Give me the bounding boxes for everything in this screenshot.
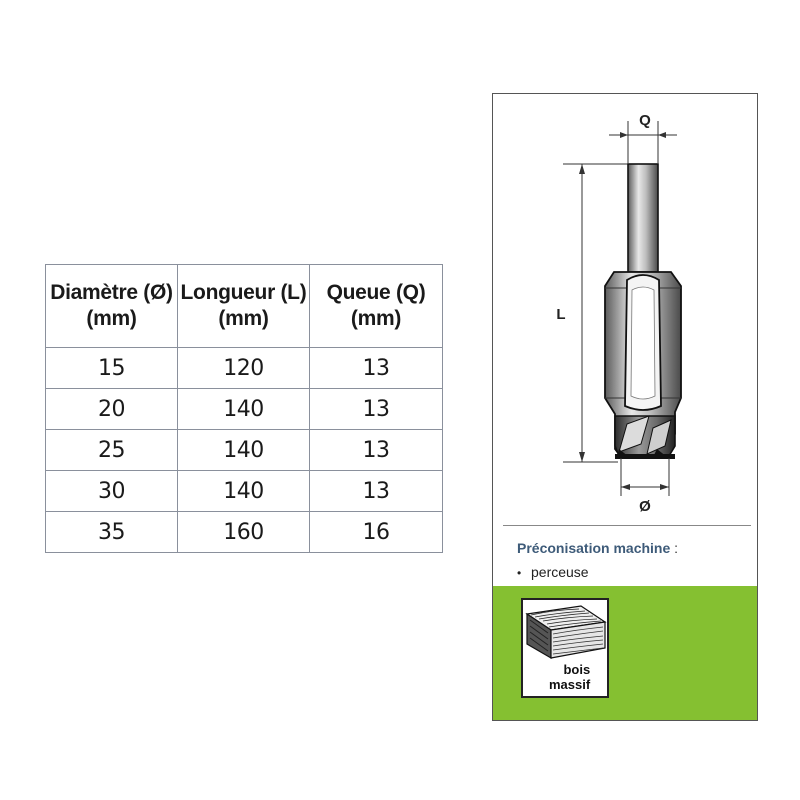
label-l: L	[556, 306, 566, 323]
machine-item-label: perceuse	[531, 564, 589, 580]
plug-cutter-drawing	[493, 94, 757, 526]
cell-diameter: 30	[46, 471, 178, 512]
table-header-row	[46, 265, 443, 348]
label-diameter: Ø	[639, 498, 651, 515]
cell-length: 160	[177, 512, 309, 553]
label-q: Q	[639, 112, 651, 129]
material-label	[549, 662, 590, 692]
shank-dimension	[609, 112, 677, 163]
cell-diameter: 35	[46, 512, 178, 553]
machine-list	[517, 564, 678, 580]
cell-length: 140	[177, 471, 309, 512]
cell-diameter: 20	[46, 389, 178, 430]
product-card	[492, 93, 758, 721]
table-row	[46, 471, 443, 512]
cell-shank: 13	[309, 430, 442, 471]
header-shank: Queue (Q) (mm)	[309, 265, 442, 348]
table-row	[46, 389, 443, 430]
table-row	[46, 512, 443, 553]
diameter-dimension	[621, 458, 669, 515]
spec-table	[45, 264, 443, 553]
list-item	[517, 564, 678, 580]
cell-length: 140	[177, 430, 309, 471]
header-length: Longueur (L) (mm)	[177, 265, 309, 348]
cell-diameter: 15	[46, 348, 178, 389]
material-panel	[493, 586, 757, 720]
table-row	[46, 348, 443, 389]
solid-wood-badge	[521, 598, 609, 698]
material-line-2: massif	[549, 677, 591, 692]
cell-shank: 13	[309, 471, 442, 512]
material-line-1: bois	[563, 662, 591, 677]
cell-shank: 13	[309, 389, 442, 430]
table-row	[46, 430, 443, 471]
shank	[628, 164, 658, 272]
card-divider	[503, 525, 751, 526]
machine-recommendation	[517, 540, 678, 580]
machine-colon: :	[670, 540, 679, 556]
cell-diameter: 25	[46, 430, 178, 471]
cell-shank: 16	[309, 512, 442, 553]
header-diameter: Diamètre (Ø) (mm)	[46, 265, 178, 348]
solid-wood-icon	[523, 600, 607, 662]
machine-heading	[517, 540, 678, 556]
bullet-icon: •	[517, 566, 522, 580]
cell-length: 140	[177, 389, 309, 430]
cell-shank: 13	[309, 348, 442, 389]
cell-length: 120	[177, 348, 309, 389]
machine-label: Préconisation machine	[517, 540, 671, 556]
